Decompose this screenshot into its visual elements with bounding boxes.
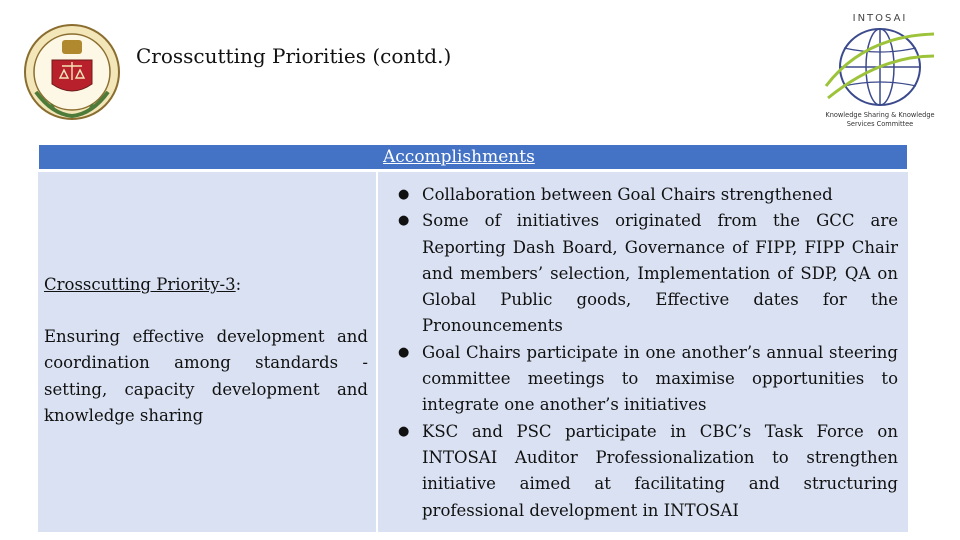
accomplishments-table (38, 144, 908, 532)
bullet-icon: ● (398, 423, 410, 439)
slide-title: Crosscutting Priorities (contd.) (136, 44, 452, 68)
logo-subtitle: Knowledge Sharing & Knowledge Services Committee (825, 111, 935, 128)
bullet-icon: ● (398, 187, 410, 202)
bullet-icon: ● (398, 344, 410, 360)
list-item: ● Some of initiatives originated from the GCC are Reporting Dash Board, Governance of FIPP, FIPP Chair and members’ selection, Implementation of SDP, QA on Global Public goods, Effective dates for the Pronouncements (398, 208, 898, 339)
table-header-label: Accomplishments (383, 147, 535, 167)
priority-title: Crosscutting Priority-3: (44, 275, 242, 294)
emblem-logo (22, 22, 122, 122)
table-header (38, 144, 908, 170)
globe-icon (824, 26, 936, 108)
accomplishments-list (398, 182, 898, 524)
bullet-icon: ● (398, 213, 410, 229)
accomplishments-cell (378, 172, 908, 532)
priority-cell (38, 172, 376, 532)
table-row (38, 172, 908, 532)
logo-title: INTOSAI (852, 13, 908, 24)
list-item: ● KSC and PSC participate in CBC’s Task Force on INTOSAI Auditor Professionalization to strengthen initiative aimed at facilitating and structuring professional development in INTOSAI (398, 419, 898, 524)
list-item: ● Collaboration between Goal Chairs strengthened (398, 182, 898, 208)
intosai-ksc-logo (818, 8, 942, 132)
list-item: ● Goal Chairs participate in one another’s annual steering committee meetings to maximise opportunities to integrate one another’s initiatives (398, 340, 898, 419)
priority-description: Ensuring effective development and coordination among standards -setting, capacity development and knowledge sharing (44, 327, 368, 425)
